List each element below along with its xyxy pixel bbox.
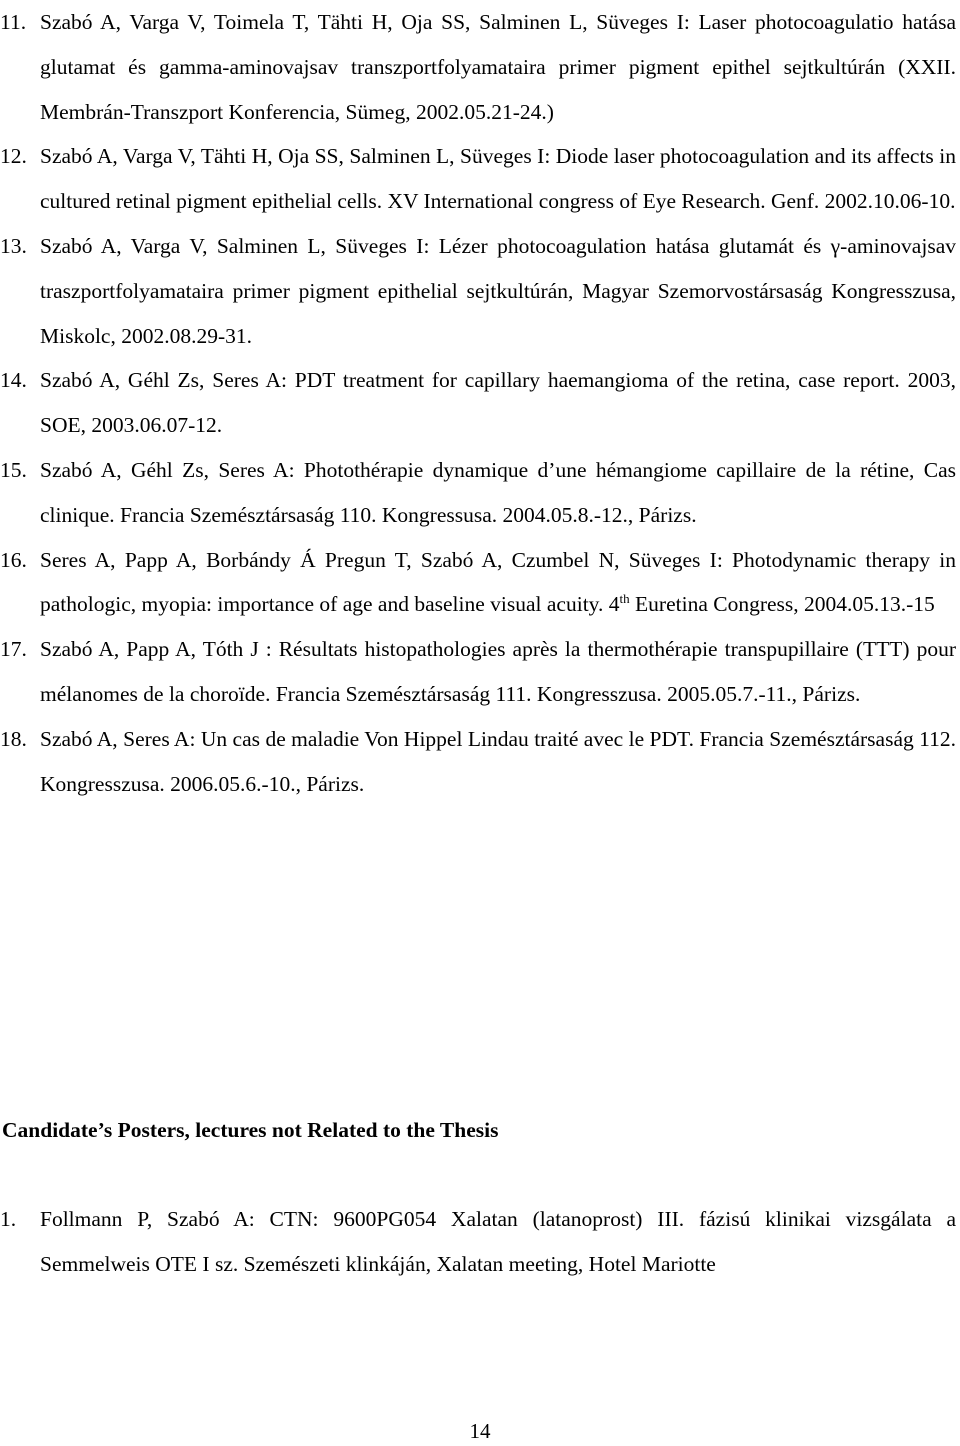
reference-text: Szabó A, Varga V, Tähti H, Oja SS, Salminen L, Süveges I: Diode laser photocoagulation and its affects in cultured retinal pigment epithelial cells. XV International congress of Eye Research. Genf. 2002.10.06-10. bbox=[40, 144, 956, 214]
reference-text: Szabó A, Papp A, Tóth J : Résultats histopathologies après la thermothérapie transpupillaire (TTT) pour mélanomes de la choroïde. Francia Szemésztársaság 111. Kongresszusa. 2005.05.7.-11., Párizs. bbox=[40, 637, 956, 706]
poster-item bbox=[0, 1197, 956, 1287]
reference-item bbox=[0, 627, 956, 717]
page-number: 14 bbox=[469, 1419, 491, 1443]
reference-item bbox=[0, 717, 956, 807]
reference-item bbox=[0, 0, 956, 134]
reference-number: 17. bbox=[0, 637, 27, 662]
reference-item bbox=[0, 358, 956, 448]
reference-text: Szabó A, Géhl Zs, Seres A: Photothérapie dynamique d’une hémangiome capillaire de la rétine, Cas clinique. Francia Szemésztársaság 110. Kongressusa. 2004.05.8.-12., Párizs. bbox=[40, 457, 956, 527]
reference-item bbox=[0, 224, 956, 358]
reference-item bbox=[0, 134, 956, 224]
reference-text bbox=[40, 538, 956, 628]
reference-text: Szabó A, Seres A: Un cas de maladie Von Hippel Lindau traité avec le PDT. Francia Szemésztársaság 112. Kongresszusa. 2006.05.6.-10., Párizs. bbox=[40, 726, 956, 796]
reference-text: Szabó A, Varga V, Salminen L, Süveges I: Lézer photocoagulation hatása glutamát és γ-aminovajsav traszportfolyamataira primer pigment epithelial sejtkultúrán, Magyar Szemorvostársaság Kongresszusa, Miskolc, 2002.08.29-31. bbox=[40, 233, 956, 348]
reference-number: 15. bbox=[0, 457, 27, 482]
reference-number: 13. bbox=[0, 233, 27, 258]
reference-item bbox=[0, 448, 956, 538]
section-heading: Candidate’s Posters, lectures not Related to the Thesis bbox=[2, 1118, 499, 1142]
reference-text: Szabó A, Varga V, Toimela T, Tähti H, Oja SS, Salminen L, Süveges I: Laser photocoagulatio hatása glutamat és gamma-aminovajsav transzportfolyamataira primer pigment epithel sejtkultúrán (XXII. Membrán-Transzport Konferencia, Sümeg, 2002.05.21-24.) bbox=[40, 10, 956, 124]
reference-number: 18. bbox=[0, 726, 27, 751]
reference-text: Szabó A, Géhl Zs, Seres A: PDT treatment for capillary haemangioma of the retina, case report. 2003, SOE, 2003.06.07-12. bbox=[40, 368, 956, 438]
reference-number: 11. bbox=[0, 10, 27, 34]
reference-text-rest: Euretina Congress, 2004.05.13.-15 bbox=[629, 592, 935, 617]
reference-number: 16. bbox=[0, 547, 27, 572]
reference-number: 12. bbox=[0, 144, 27, 169]
poster-list bbox=[0, 1197, 956, 1287]
reference-item bbox=[0, 538, 956, 628]
reference-text-main: Seres A, Papp A, Borbándy Á Pregun T, Szabó A, Czumbel N, Süveges I: Photodynamic therapy in pathologic, myopia: importance of age and baseline visual acuity. 4 bbox=[40, 547, 956, 617]
poster-text: Follmann P, Szabó A: CTN: 9600PG054 Xalatan (latanoprost) III. fázisú klinikai vizsgálata a Semmelweis OTE I sz. Szemészeti klinkáján, Xalatan meeting, Hotel Mariotte bbox=[40, 1207, 956, 1276]
ordinal-suffix: th bbox=[619, 591, 630, 607]
poster-number: 1. bbox=[0, 1207, 17, 1231]
reference-number: 14. bbox=[0, 368, 27, 393]
